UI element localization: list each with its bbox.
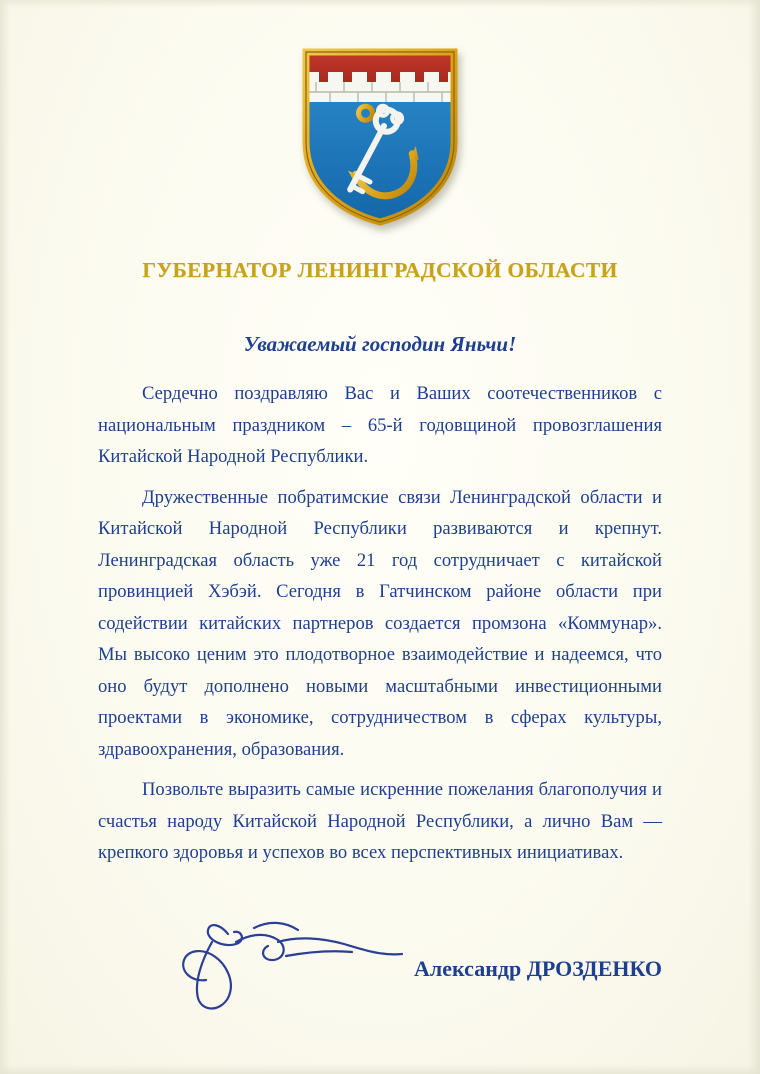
handwritten-signature-icon	[158, 912, 458, 1022]
emblem-container	[0, 46, 760, 228]
scan-edge-bottom	[0, 1064, 760, 1074]
letter-body	[98, 378, 662, 869]
paragraph: Дружественные побратимские связи Ленинградской области и Китайской Народной Республики развиваются и крепнут. Ленинградская область уже 21 год сотрудничает с китайской провинцией Хэбэй. Сегодня в Гатчинском районе области при содействии китайских партнеров создается промзона «Коммунар». Мы высоко ценим это плодотворное взаимодействие и надеемся, что оно будут дополнено новыми масштабными инвестиционными проектами в экономике, сотрудничеством в сферах культуры, здравоохранения, образования.	[98, 486, 662, 760]
scan-edge-top	[0, 0, 760, 8]
signature-block	[98, 912, 662, 1032]
paragraph: Сердечно поздравляю Вас и Ваших соотечественников с национальным праздником – 65-й годовщиной провозглашения Китайской Народной Республики.	[98, 383, 662, 467]
coat-of-arms-icon	[298, 46, 462, 228]
paragraph: Позвольте выразить самые искренние пожелания благополучия и счастья народу Китайской Народной Республики, а лично Вам — крепкого здоровья и успехов во всех перспективных инициативах.	[98, 779, 662, 863]
page-title: ГУБЕРНАТОР ЛЕНИНГРАДСКОЙ ОБЛАСТИ	[142, 258, 618, 282]
signature-name: Александр ДРОЗДЕНКО	[414, 956, 662, 981]
salutation: Уважаемый господин Яньчи!	[243, 332, 517, 356]
